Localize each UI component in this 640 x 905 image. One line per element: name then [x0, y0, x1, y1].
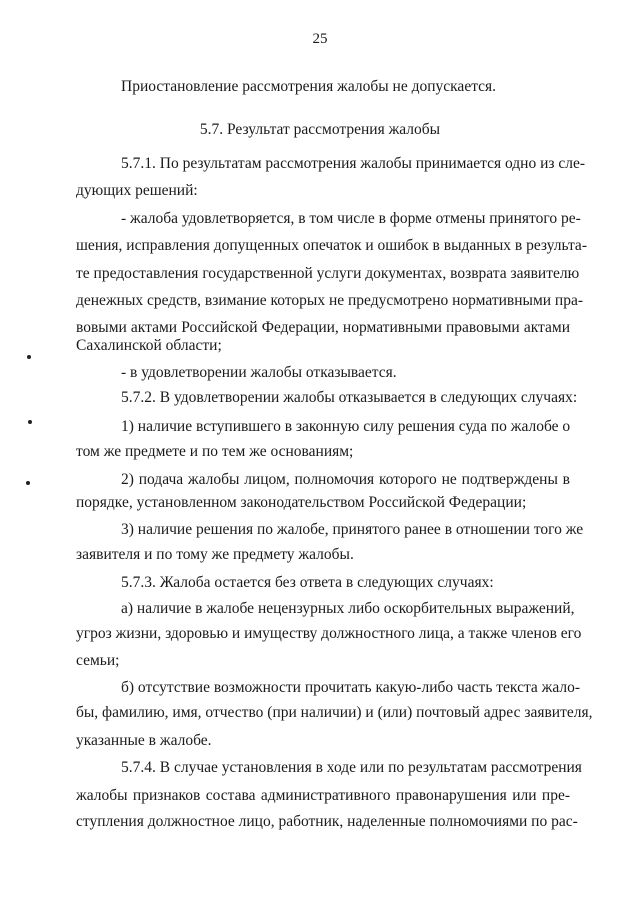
- text-line: 5.7.2. В удовлетворении жалобы отказывается в следующих случаях:: [121, 389, 578, 406]
- text-line: вовыми актами Российской Федерации, нормативными правовыми актами: [76, 319, 570, 336]
- text-line: Сахалинской области;: [76, 337, 222, 354]
- text-line: 1) наличие вступившего в законную силу решения суда по жалобе о: [121, 418, 571, 435]
- text-line: 5.7.4. В случае установления в ходе или по результатам рассмотрения: [121, 759, 582, 776]
- text-line: - жалоба удовлетворяется, в том числе в форме отмены принятого ре-: [121, 210, 581, 227]
- text-line: те предоставления государственной услуги документах, возврата заявителю: [76, 265, 580, 282]
- page-number: 25: [312, 31, 328, 47]
- text-line: том же предмете и по тем же основаниям;: [76, 443, 354, 460]
- text-line: дующих решений:: [76, 182, 198, 199]
- scan-mark: [28, 420, 32, 424]
- section-heading: 5.7. Результат рассмотрения жалобы: [199, 121, 441, 138]
- text-line: 5.7.1. По результатам рассмотрения жалобы принимается одно из сле-: [121, 155, 586, 172]
- text-line: ступления должностное лицо, работник, наделенные полномочиями по рас-: [76, 813, 578, 830]
- text-line: семьи;: [76, 652, 120, 669]
- text-line: 2) подача жалобы лицом, полномочия которого не подтверждены в: [121, 471, 570, 488]
- text-line: жалобы признаков состава административного правонарушения или пре-: [76, 787, 570, 804]
- text-line: Приостановление рассмотрения жалобы не допускается.: [121, 78, 497, 95]
- text-line: 5.7.3. Жалоба остается без ответа в следующих случаях:: [121, 574, 494, 591]
- text-line: порядке, установленном законодательством Российской Федерации;: [76, 494, 527, 511]
- text-line: шения, исправления допущенных опечаток и ошибок в выданных в результа-: [76, 237, 587, 254]
- scan-mark: [26, 481, 30, 485]
- text-line: указанные в жалобе.: [76, 732, 212, 749]
- text-line: - в удовлетворении жалобы отказывается.: [121, 364, 397, 381]
- text-line: денежных средств, взимание которых не предусмотрено нормативными пра-: [76, 292, 584, 309]
- scan-mark: [27, 355, 31, 359]
- text-line: бы, фамилию, имя, отчество (при наличии) и (или) почтовый адрес заявителя,: [76, 704, 593, 721]
- text-line: б) отсутствие возможности прочитать какую-либо часть текста жало-: [121, 679, 581, 696]
- text-line: 3) наличие решения по жалобе, принятого ранее в отношении того же: [121, 521, 584, 538]
- text-line: угроз жизни, здоровью и имуществу должностного лица, а также членов его: [76, 625, 582, 642]
- text-line: заявителя и по тому же предмету жалобы.: [76, 546, 354, 563]
- text-line: а) наличие в жалобе нецензурных либо оскорбительных выражений,: [121, 600, 575, 617]
